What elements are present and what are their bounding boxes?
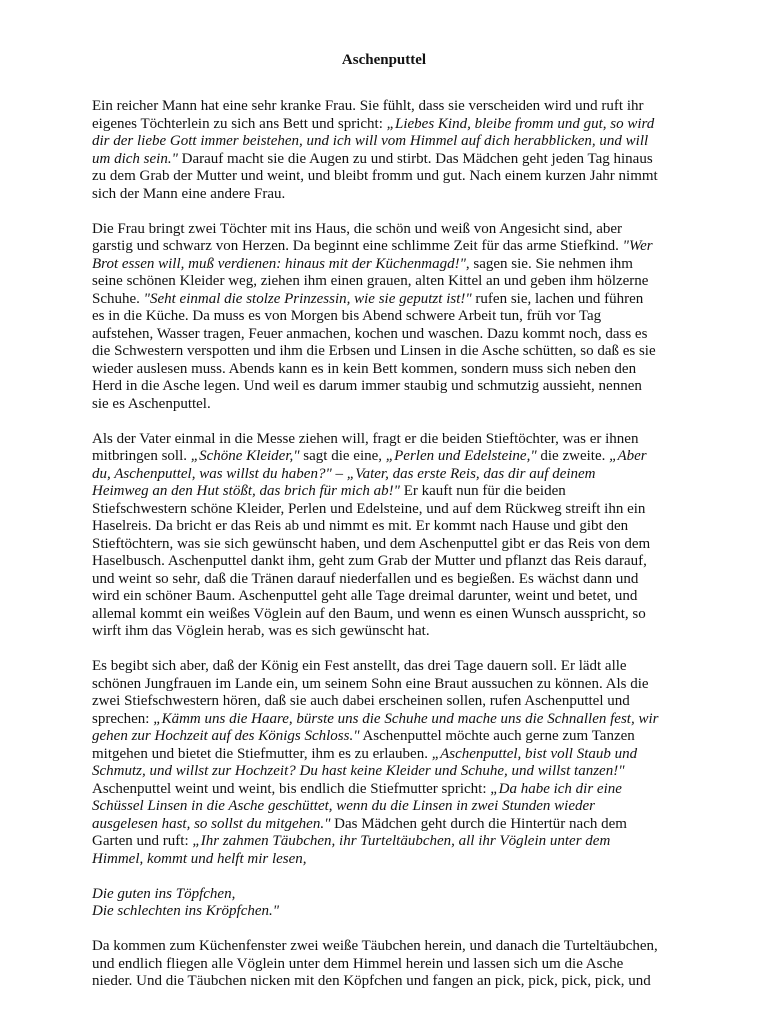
italic-quote-text: Schmutz, und willst zur Hochzeit? Du hast keine Kleider und Schuhe, und willst tanzen!" <box>92 763 625 779</box>
body-text-run: sich der Mann eine andere Frau. <box>92 185 286 202</box>
body-text-run: es in die Küche. Da muss es von Morgen bis Abend schwere Arbeit tun, früh vor Tag <box>92 308 602 324</box>
italic-quote-text: „Schöne Kleider," <box>190 448 300 464</box>
body-text-run: Darauf macht sie die Augen zu und stirbt. Das Mädchen geht jeden Tag hinaus <box>177 150 653 167</box>
text-line <box>92 606 692 624</box>
italic-quote-text: „Aber <box>609 448 647 464</box>
body-text-run: wirft ihm das Vöglein herab, was es sich gewünscht hat. <box>92 623 430 639</box>
body-text-run: Aschenputtel möchte auch gerne zum Tanzen <box>359 728 635 744</box>
paragraph <box>92 221 692 414</box>
body-text-run: und endlich fliegen alle Vöglein unter dem Himmel herein und lassen sich um die Asche <box>92 955 624 972</box>
text-line <box>92 501 692 519</box>
text-line <box>92 396 692 414</box>
italic-quote-text: "Wer <box>622 238 653 254</box>
body-text-run: aufstehen, Wasser tragen, Feuer anmachen, kochen und waschen. Dazu kommt noch, dass es <box>92 325 648 342</box>
body-text-run: Stieftöchtern, was sie sich gewünscht haben, und dem Aschenputtel gibt er das Reis von dem <box>92 535 651 552</box>
text-line <box>92 816 692 834</box>
text-line <box>92 273 692 291</box>
paragraph <box>92 886 692 921</box>
italic-quote-text: dir der liebe Gott immer beistehen, und ich will vom Himmel auf dich herabblicken, und will <box>92 133 649 149</box>
text-line <box>92 431 692 449</box>
text-line <box>92 886 692 904</box>
body-text-run: und weint so sehr, daß die Tränen darauf niederfallen und es begießen. Es wächst dann und <box>92 570 639 587</box>
body-text-run: mitgehen und bietet die Stiefmutter, ihm es zu erlauben. <box>92 745 432 762</box>
body-text-run: Es begibt sich aber, daß der König ein Fest anstellt, das drei Tage dauern soll. Er lädt alle <box>92 658 627 674</box>
text-line <box>92 781 692 799</box>
body-text-run: Garten und ruft: <box>92 833 193 849</box>
italic-quote-text: „Liebes Kind, bleibe fromm und gut, so wird <box>386 115 655 132</box>
body-text-run: schönen Jungfrauen im Lande ein, um seinem Sohn eine Braut aussuchen zu können. Als die <box>92 675 649 692</box>
text-line <box>92 763 692 781</box>
text-line <box>92 116 692 134</box>
text-line <box>92 326 692 344</box>
italic-quote-text: Heimweg an den Hut stößt, das brich für mich ab!" <box>92 483 400 499</box>
text-line <box>92 168 692 186</box>
text-line <box>92 151 692 169</box>
italic-quote-text: „Kämm uns die Haare, bürste uns die Schuhe und mache uns die Schnallen fest, wir <box>153 710 659 727</box>
text-line <box>92 448 692 466</box>
italic-quote-text: Die guten ins Töpfchen, <box>92 885 236 902</box>
body-text-run: sprechen: <box>92 710 154 727</box>
body-text-run: zwei Stiefschwestern hören, daß sie auch dabei erscheinen sollen, rufen Aschenputtel und <box>92 693 630 709</box>
text-line <box>92 973 692 991</box>
body-text-run: die zweite. <box>536 448 610 464</box>
text-line <box>92 833 692 851</box>
paragraph <box>92 431 692 641</box>
text-line <box>92 676 692 694</box>
italic-quote-text: Himmel, kommt und helft mir lesen, <box>92 850 307 867</box>
paragraph <box>92 658 692 868</box>
italic-quote-text: du, Aschenputtel, was willst du haben?" – „Vater, das erste Reis, das dir auf deinem <box>92 465 596 482</box>
body-text-run: Da kommen zum Küchenfenster zwei weiße Täubchen herein, und danach die Turteltäubchen, <box>92 938 658 954</box>
text-line <box>92 291 692 309</box>
text-line <box>92 903 692 921</box>
text-line <box>92 798 692 816</box>
body-text-run: Das Mädchen geht durch die Hintertür nach dem <box>330 815 627 832</box>
italic-quote-text: Die schlechten ins Kröpfchen." <box>92 903 280 919</box>
italic-quote-text: „Ihr zahmen Täubchen, ihr Turteltäubchen, all ihr Vöglein unter dem <box>192 833 611 849</box>
text-line <box>92 466 692 484</box>
italic-quote-text: um dich sein." <box>92 150 178 167</box>
italic-quote-text: Schüssel Linsen in die Asche geschüttet, wenn du die Linsen in zwei Stunden wieder <box>92 798 595 814</box>
body-text-run: allemal kommt ein weißes Vöglein auf den Baum, und wenn es einen Wunsch ausspricht, so <box>92 605 646 622</box>
body-text-run: wieder auslesen muss. Abends kann es in kein Bett kommen, sondern muss sich neben den <box>92 360 637 377</box>
text-line <box>92 518 692 536</box>
text-line <box>92 623 692 641</box>
document-body <box>92 98 692 1008</box>
italic-quote-text: ausgelesen hast, so sollst du mitgehen." <box>92 815 331 832</box>
text-line <box>92 378 692 396</box>
text-line <box>92 221 692 239</box>
text-line <box>92 658 692 676</box>
text-line <box>92 256 692 274</box>
body-text-run: sagt die eine, <box>299 448 386 464</box>
italic-quote-text: „Aschenputtel, bist voll Staub und <box>431 745 638 762</box>
body-text-run: wird ein schöner Baum. Aschenputtel geht alle Tage dreimal darunter, weint und betet, und <box>92 588 638 604</box>
text-line <box>92 483 692 501</box>
text-line <box>92 308 692 326</box>
body-text-run: seine schönen Kleider weg, ziehen ihm einen grauen, alten Kittel an und geben ihm hölzerne <box>92 273 649 289</box>
body-text-run: die Schwestern verspotten und ihm die Erbsen und Linsen in die Asche schütten, so daß es sie <box>92 343 656 359</box>
text-line <box>92 536 692 554</box>
body-text-run: zu dem Grab der Mutter und weint, und bleibt fromm und gut. Nach einem kurzen Jahr nimmt <box>92 168 658 184</box>
body-text-run: sie es Aschenputtel. <box>92 395 211 412</box>
italic-quote-text: „Perlen und Edelsteine," <box>385 448 537 464</box>
italic-quote-text: "Seht einmal die stolze Prinzessin, wie sie geputzt ist!" <box>143 290 472 307</box>
body-text-run: , sagen sie. Sie nehmen ihm <box>465 255 633 272</box>
text-line <box>92 711 692 729</box>
body-text-run: eigenes Töchterlein zu sich ans Bett und spricht: <box>92 115 387 132</box>
body-text-run: mitbringen soll. <box>92 448 191 464</box>
body-text-run: Aschenputtel weint und weint, bis endlich die Stiefmutter spricht: <box>92 780 491 797</box>
body-text-run: Als der Vater einmal in die Messe ziehen will, fragt er die beiden Stieftöchter, was er ihnen <box>92 430 639 447</box>
text-line <box>92 238 692 256</box>
text-line <box>92 746 692 764</box>
body-text-run: Haselbusch. Aschenputtel dankt ihm, geht zum Grab der Mutter und pflanzt das Reis darauf, <box>92 553 647 569</box>
text-line <box>92 956 692 974</box>
text-line <box>92 851 692 869</box>
text-line <box>92 553 692 571</box>
text-line <box>92 98 692 116</box>
text-line <box>92 571 692 589</box>
body-text-run: Er kauft nun für die beiden <box>399 483 566 499</box>
italic-quote-text: Brot essen will, muß verdienen: hinaus mit der Küchenmagd!" <box>92 255 466 272</box>
body-text-run: Schuhe. <box>92 290 144 307</box>
body-text-run: rufen sie, lachen und führen <box>471 290 644 307</box>
text-line <box>92 728 692 746</box>
text-line <box>92 693 692 711</box>
text-line <box>92 938 692 956</box>
body-text-run: garstig und schwarz von Herzen. Da beginnt eine schlimme Zeit für das arme Stiefkind. <box>92 238 623 254</box>
text-line <box>92 588 692 606</box>
paragraph <box>92 98 692 203</box>
body-text-run: Ein reicher Mann hat eine sehr kranke Frau. Sie fühlt, dass sie verscheiden wird und ruft ihr <box>92 98 644 114</box>
text-line <box>92 361 692 379</box>
text-line <box>92 186 692 204</box>
body-text-run: Haselreis. Da bricht er das Reis ab und nimmt es mit. Er kommt nach Hause und gibt den <box>92 518 629 534</box>
italic-quote-text: „Da habe ich dir eine <box>490 780 622 797</box>
text-line <box>92 343 692 361</box>
italic-quote-text: gehen zur Hochzeit auf des Königs Schloss." <box>92 728 360 744</box>
body-text-run: Stiefschwestern schöne Kleider, Perlen und Edelsteine, und auf dem Rückweg streift ihn ein <box>92 500 646 517</box>
body-text-run: Die Frau bringt zwei Töchter mit ins Haus, die schön und weiß von Angesicht sind, aber <box>92 220 623 237</box>
body-text-run: Herd in die Asche legen. Und weil es darum immer staubig und schmutzig aussieht, nennen <box>92 378 642 394</box>
body-text-run: nieder. Und die Täubchen nicken mit den Köpfchen und fangen an pick, pick, pick, pick, und <box>92 973 651 989</box>
paragraph <box>92 938 692 991</box>
text-line <box>92 133 692 151</box>
document-title: Aschenputtel <box>341 52 427 68</box>
